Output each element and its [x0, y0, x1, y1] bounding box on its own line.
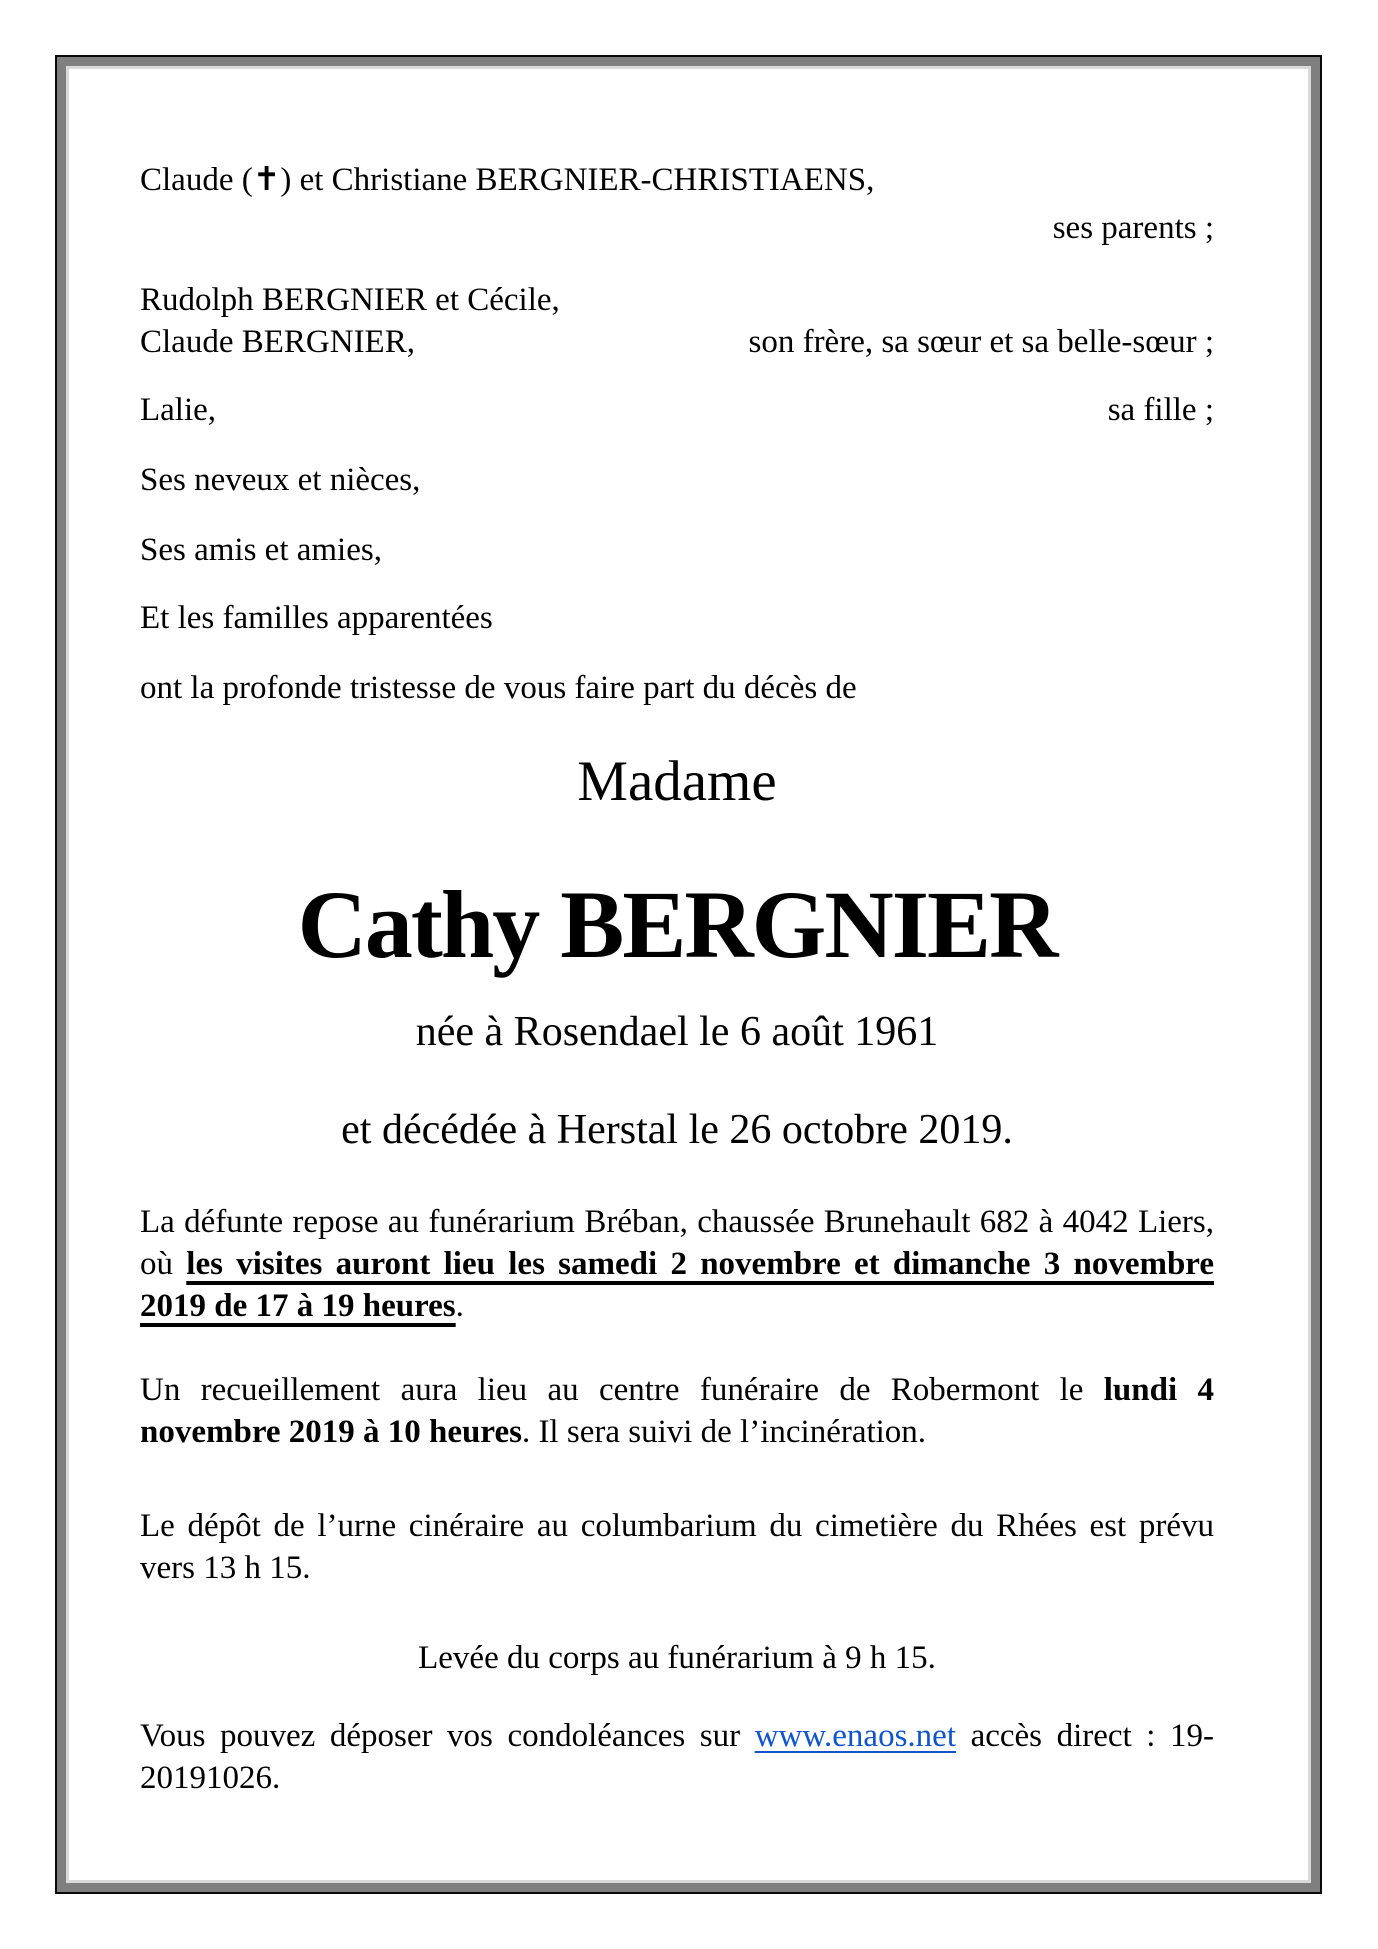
- repose-paragraph: [140, 1201, 1214, 1327]
- frame-inner-line: [66, 66, 1311, 1883]
- daughter-relation: sa fille ;: [1107, 392, 1214, 428]
- honorific-title: Madame: [577, 750, 777, 813]
- condolences-paragraph: [140, 1715, 1214, 1799]
- intro-line: ont la profonde tristesse de vous faire part du décès de: [140, 670, 857, 706]
- repose-text-end: .: [455, 1288, 464, 1324]
- families-line: Et les familles apparentées: [140, 600, 493, 636]
- siblings-line2-row: [140, 321, 1214, 363]
- deceased-name: Cathy BERGNIER: [297, 871, 1057, 978]
- notice-content: [69, 69, 1308, 1880]
- siblings-relation: son frère, sa sœur et sa belle-sœur ;: [748, 324, 1214, 360]
- gathering-text-end: . Il sera suivi de l’incinération.: [521, 1414, 927, 1450]
- gathering-paragraph: [140, 1369, 1214, 1453]
- levee-line: Levée du corps au funérarium à 9 h 15.: [418, 1640, 936, 1676]
- friends-line: Ses amis et amies,: [140, 532, 382, 568]
- decorative-frame: [55, 55, 1322, 1894]
- urn-paragraph: Le dépôt de l’urne cinéraire au columbarium du cimetière du Rhées est prévu vers 13 h 15.: [140, 1508, 1214, 1586]
- enaos-link[interactable]: www.enaos.net: [754, 1718, 956, 1754]
- siblings-line2: Claude BERGNIER,: [140, 324, 415, 360]
- death-line: et décédée à Herstal le 26 octobre 2019.: [341, 1107, 1013, 1153]
- birth-line: née à Rosendael le 6 août 1961: [415, 1009, 939, 1055]
- parents-relation: ses parents ;: [1052, 210, 1214, 246]
- condolences-text-end: accès direct : 19-20191026.: [140, 1718, 1214, 1796]
- daughter-line: Lalie,: [140, 392, 217, 428]
- gathering-text-start: Un recueillement aura lieu au centre funéraire de Robermont le: [140, 1372, 1104, 1408]
- gathering-date-bold: lundi 4 novembre 2019 à 10 heures: [140, 1372, 1214, 1450]
- frame-gray-band: [57, 57, 1320, 1892]
- nephews-line: Ses neveux et nièces,: [140, 462, 421, 498]
- repose-text-start: La défunte repose au funérarium Bréban, chaussée Brunehault 682 à 4042 Liers, où: [140, 1204, 1214, 1282]
- visits-bold-underlined: les visites auront lieu les samedi 2 novembre et dimanche 3 novembre 2019 de 17 à 19 heures: [140, 1246, 1215, 1324]
- condolences-text-start: Vous pouvez déposer vos condoléances sur: [140, 1718, 755, 1754]
- parents-line: Claude (✝) et Christiane BERGNIER-CHRISTIAENS,: [140, 162, 875, 198]
- daughter-row: [140, 389, 1214, 431]
- siblings-line1: Rudolph BERGNIER et Cécile,: [140, 282, 560, 318]
